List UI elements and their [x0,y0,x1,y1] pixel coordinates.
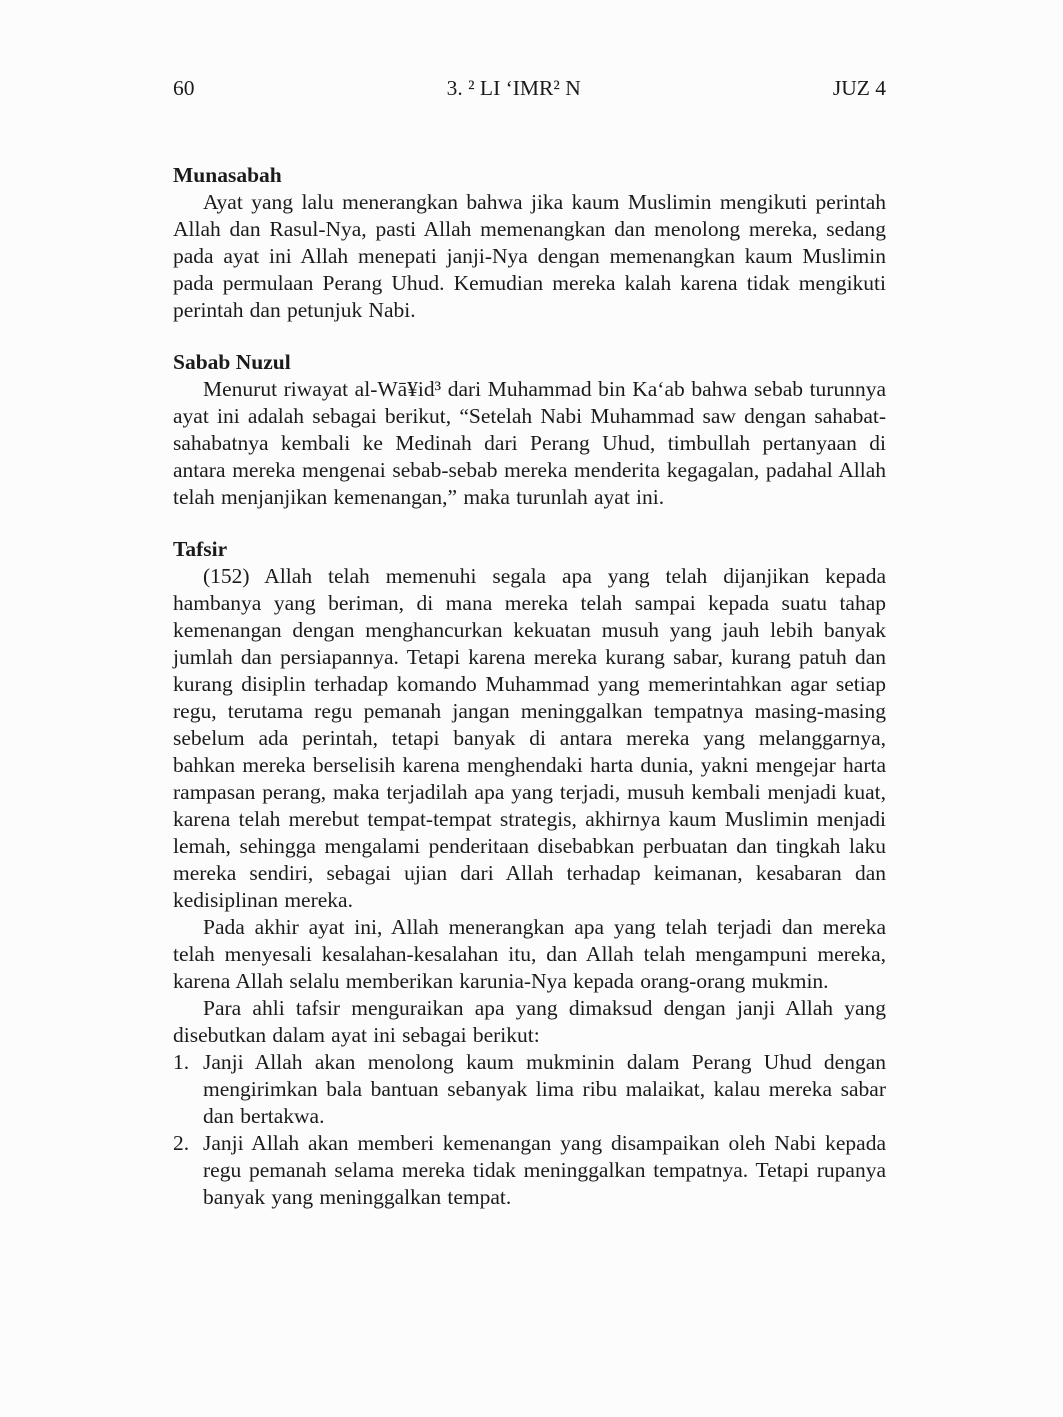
list-item [173,1130,886,1211]
section-tafsir [173,536,886,1211]
list-item-number: 2. [173,1131,190,1155]
list-item-text: Janji Allah akan menolong kaum mukminin dalam Perang Uhud dengan mengirimkan bala bantuan sebanyak lima ribu malaikat, kalau mereka sabar dan bertakwa. [203,1050,886,1128]
tafsir-paragraph-1: (152) Allah telah memenuhi segala apa yang telah dijanjikan kepada hambanya yang beriman, di mana mereka telah sampai kepada suatu tahap kemenangan dengan menghancurkan kekuatan musuh yang jauh lebih banyak jumlah dan persiapannya. Tetapi karena mereka kurang sabar, kurang patuh dan kurang disiplin terhadap komando Muhammad yang memerintahkan agar setiap regu, terutama regu pemanah jangan meninggalkan tempatnya masing-masing sebelum ada perintah, tetapi banyak di antara mereka yang melanggarnya, bahkan mereka berselisih karena menghendaki harta dunia, yakni mengejar harta rampasan perang, maka terjadilah apa yang terjadi, musuh kembali menjadi kuat, karena telah merebut tempat-tempat strategis, akhirnya kaum Muslimin menjadi lemah, sehingga mengalami penderitaan disebabkan perbuatan dan tingkah laku mereka sendiri, sebagai ujian dari Allah terhadap keimanan, kesabaran dan kedisiplinan mereka. [173,564,886,912]
section-heading-sabab-nuzul: Sabab Nuzul [173,350,291,374]
section-heading-munasabah: Munasabah [173,163,282,187]
tafsir-paragraph-2: Pada akhir ayat ini, Allah menerangkan apa yang telah terjadi dan mereka telah menyesali kesalahan-kesalahan itu, dan Allah telah mengampuni mereka, karena Allah selalu memberikan karunia-Nya kepada orang-orang mukmin. [173,915,886,993]
tafsir-paragraph-3: Para ahli tafsir menguraikan apa yang dimaksud dengan janji Allah yang disebutkan dalam ayat ini sebagai berikut: [173,996,886,1047]
section-sabab-nuzul [173,349,886,511]
juz-label: JUZ 4 [832,76,886,100]
list-item-number: 1. [173,1050,190,1074]
section-munasabah [173,162,886,324]
section-heading-tafsir: Tafsir [173,537,228,561]
running-title: 3. ² LI ‘IMR² N [446,76,581,100]
list-item-text: Janji Allah akan memberi kemenangan yang disampaikan oleh Nabi kepada regu pemanah selama mereka tidak meninggalkan tempatnya. Tetapi rupanya banyak yang meninggalkan tempat. [203,1131,886,1209]
sabab-nuzul-paragraph: Menurut riwayat al-Wā¥id³ dari Muhammad bin Ka‘ab bahwa sebab turunnya ayat ini adalah sebagai berikut, “Setelah Nabi Muhammad saw dengan sahabat-sahabatnya kembali ke Medinah dari Perang Uhud, timbullah pertanyaan di antara mereka mengenai sebab-sebab mereka menderita kegagalan, padahal Allah telah menjanjikan kemenangan,” maka turunlah ayat ini. [173,377,886,509]
page-header [173,75,886,102]
page-number: 60 [173,76,195,100]
munasabah-paragraph: Ayat yang lalu menerangkan bahwa jika kaum Muslimin mengikuti perintah Allah dan Rasul-Nya, pasti Allah memenangkan dan menolong mereka, sedang pada ayat ini Allah menepati janji-Nya dengan memenangkan kaum Muslimin pada permulaan Perang Uhud. Kemudian mereka kalah karena tidak mengikuti perintah dan petunjuk Nabi. [173,190,886,322]
tafsir-list [173,1049,886,1211]
list-item [173,1049,886,1130]
